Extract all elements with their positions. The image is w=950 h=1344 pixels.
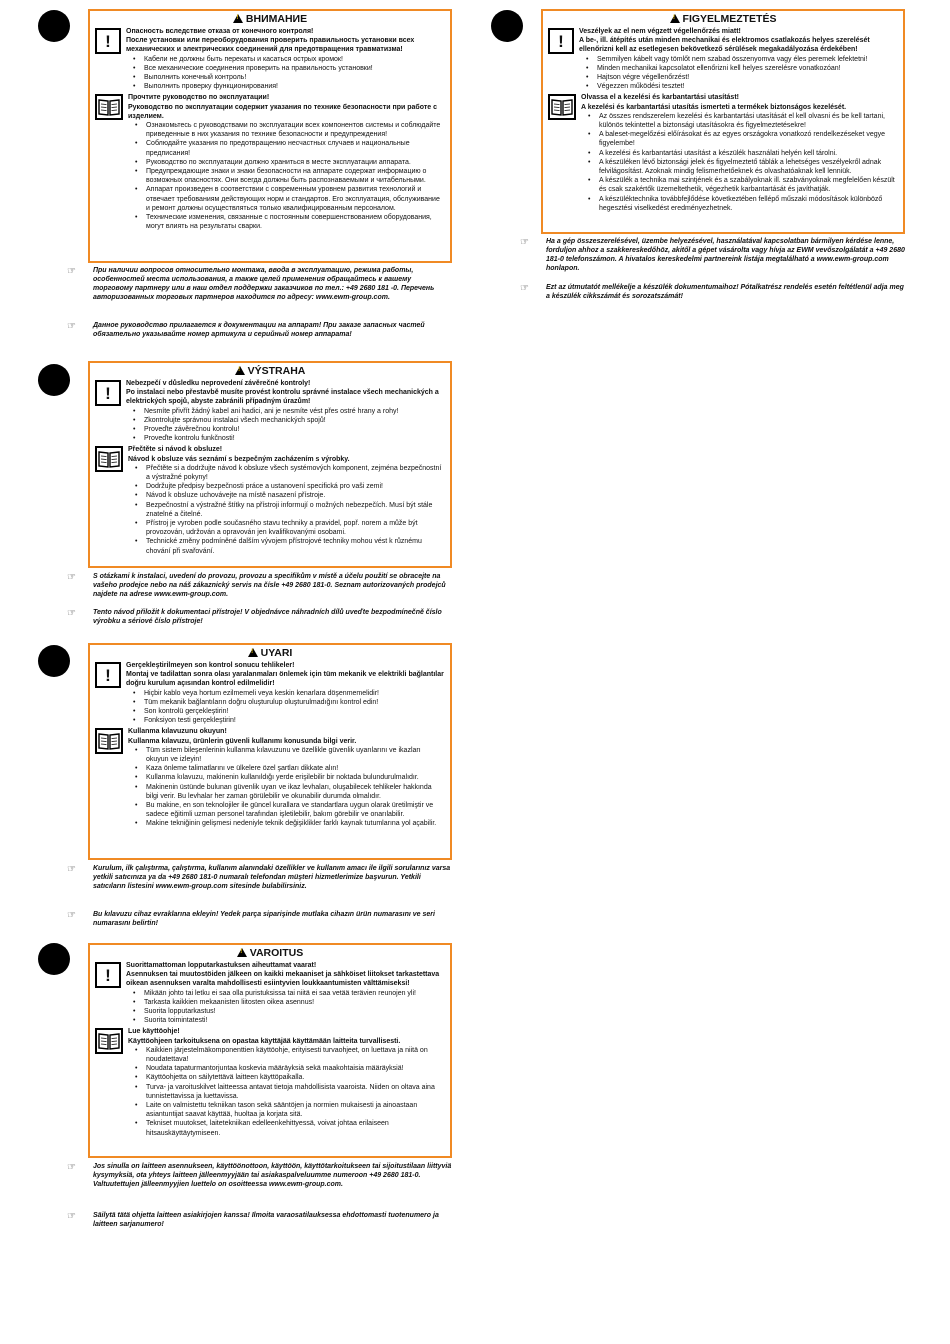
manual-item: • Návod k obsluze uchovávejte na místě nasazení přístroje.	[146, 491, 445, 500]
manual-item: • Tüm sistem bileşenlerinin kullanma kılavuzunu ve özellikle güvenlik uyarılarını ve ikazları okuyun ve izleyin!	[146, 746, 445, 764]
manual-book-icon	[548, 94, 576, 120]
manual-book-icon	[95, 728, 123, 754]
exclamation-icon: !	[95, 380, 121, 406]
pointing-hand-icon: ☞	[67, 910, 76, 921]
hazard-heading: Veszélyek az el nem végzett végellenőrzés miatt!	[579, 28, 741, 35]
pointing-hand-icon: ☞	[67, 572, 76, 583]
manual-item: • Kullanma kılavuzu, makinenin kullanıldığı yerde erişilebilir bir noktada bulundurulmalıdır.	[146, 773, 445, 782]
manual-text: Руководство по эксплуатации содержит указания по технике безопасности при работе с изделием.	[128, 103, 438, 120]
warning-box-tr	[88, 643, 452, 860]
hazard-text: Po instalaci nebo přestavbě musíte provést kontrolu správné instalace všech mechanických a elektrických spojů, abyste zabránili případným úrazům!	[126, 389, 439, 406]
manual-item: • Bu makine, en son teknolojiler ile güncel kurallara ve standartlara uygun olarak üretilmiştir ve sadece eğitimli uzman personel tarafından işletilebilir, bakım görebilir ve onarılabilir.	[146, 801, 445, 819]
hazard-block	[126, 961, 445, 1025]
manual-item: • Технические изменения, связанные с постоянным совершенствованием оборудования, могут влиять на результаты сварки.	[146, 213, 445, 231]
manual-block	[128, 445, 445, 555]
hazard-item: • Кабели не должны быть перекаты и касаться острых кромок!	[144, 55, 445, 64]
manual-text: A kezelési és karbantartási utasítás ismerteti a termékek biztonságos kezelését.	[581, 103, 847, 111]
warning-box-fi	[88, 943, 452, 1158]
manual-item: • A kezelési és karbantartási utasítást a készülék használati helyén kell tárolni.	[599, 149, 898, 158]
manual-item: • Ознакомьтесь с руководствами по эксплуатации всех компонентов системы и соблюдайте приведенные в них указания по технике безопасности и предупреждения!	[146, 121, 445, 139]
hazard-item: • Fonksiyon testi gerçekleştirin!	[144, 716, 445, 725]
pointing-hand-icon: ☞	[520, 237, 529, 248]
section-marker-dot	[491, 10, 523, 42]
manual-block	[128, 727, 445, 828]
manual-item: • Tekniset muutokset, laitetekniikan edelleenkehittyessä, voivat johtaa erilaiseen hitsauskäyttäytymiseen.	[146, 1119, 445, 1137]
manual-item: • A baleset-megelőzési előírásokat és az egyes országokra vonatkozó rendelkezéseket vegye figyelembe!	[599, 130, 898, 148]
manual-book-icon	[95, 1028, 123, 1054]
warning-triangle-icon	[670, 14, 680, 23]
warning-triangle-icon	[235, 366, 245, 375]
hazard-block	[579, 27, 898, 91]
exclamation-icon: !	[95, 962, 121, 988]
hazard-text: Asennuksen tai muutostöiden jälkeen on kaikki mekaaniset ja sähköiset liitokset tarkastettava oikean asennuksen varalta mahdollisesti esiintyvien loukkaantumisten välttämiseksi!	[126, 971, 440, 988]
manual-item: • A készüléken lévő biztonsági jelek és figyelmeztető táblák a lehetséges veszélyekről adnak felvilágosítást. Azoknak mindig felismerhetőeknek és olvashatóaknak kell lenniük.	[599, 158, 898, 176]
hazard-item: • Tarkasta kaikkien mekaanisten liitosten oikea asennus!	[144, 998, 445, 1007]
hazard-item: • Minden mechanikai kapcsolatot ellenőrizni kell helyes szerelésre vonatkozóan!	[597, 64, 898, 73]
box-title: !ВНИМАНИЕ	[95, 13, 445, 26]
hazard-item: • Proveďte závěrečnou kontrolu!	[144, 425, 445, 434]
pointing-hand-icon: ☞	[67, 864, 76, 875]
note-fi-docs: Säilytä tätä ohjetta laitteen asiakirjojen kanssa! Ilmoita varaosatilauksessa ehdottomasti tuotenumero ja laitteen sarjanumero!	[93, 1212, 439, 1228]
pointing-hand-icon: ☞	[67, 1211, 76, 1222]
manual-heading: Přečtěte si návod k obsluze!	[128, 446, 223, 454]
box-title: !FIGYELMEZTETÉS	[548, 13, 898, 26]
warning-box-ru	[88, 9, 452, 263]
hazard-heading: Suorittamattoman lopputarkastuksen aiheuttamat vaarat!	[126, 962, 317, 969]
pointing-hand-icon: ☞	[67, 321, 76, 332]
hazard-block	[126, 379, 445, 443]
exclamation-icon: !	[548, 28, 574, 54]
hazard-item: • Végezzen működési tesztet!	[597, 82, 898, 91]
manual-item: • Аппарат произведен в соответствии с современным уровнем развития технологий и отвечает требованиям действующих норм и стандартов. Его эксплуатация, обслуживание и ремонт должны осуществляться только квалифицированным персоналом.	[146, 185, 445, 213]
warning-triangle-icon	[248, 648, 258, 657]
manual-item: • Technické změny podmíněné dalším vývojem přístrojové techniky mohou vést k různému chování při svařování.	[146, 537, 445, 555]
hazard-item: • Tüm mekanik bağlantıların doğru oluşturulup oluşturulmadığını kontrol edin!	[144, 698, 445, 707]
manual-text: Kullanma kılavuzu, ürünlerin güvenli kullanımı konusunda bilgi verir.	[128, 737, 357, 745]
note-tr-contact: Kurulum, ilk çalıştırma, çalıştırma, kullanım alanındaki özellikler ve kullanım amacı ile ilgili sorularınız varsa yetkili satıcınıza ya da +49 2680 181-0 numaralı telefondan müşteri hizmetlerimize başvurun. Yetkili satıcıların listesini www.ewm-group.com sitesinde bulabilirsiniz.	[93, 865, 451, 890]
hazard-item: • Выполнить конечный контроль!	[144, 73, 445, 82]
warning-triangle-icon	[233, 14, 243, 23]
manual-heading: Olvassa el a kezelési és karbantartási utasítást!	[581, 94, 739, 102]
manual-block	[581, 93, 898, 213]
note-ru-docs: Данное руководство прилагается к документации на аппарат! При заказе запасных частей обязательно указывайте номер артикула и серийный номер аппарата!	[93, 322, 425, 338]
pointing-hand-icon: ☞	[520, 283, 529, 294]
manual-item: • Přístroj je vyroben podle současného stavu techniky a pravidel, popř. norem a může být provozován, udržován a opravován jen kvalifikovanými osobami.	[146, 519, 445, 537]
exclamation-icon: !	[95, 28, 121, 54]
warning-triangle-icon	[237, 948, 247, 957]
hazard-item: • Mikään johto tai letku ei saa olla puristuksissa tai niitä ei saa vetää terävien reunojen yli!	[144, 989, 445, 998]
hazard-block	[126, 27, 445, 91]
hazard-item: • Все механические соединения проверить на правильность установки!	[144, 64, 445, 73]
hazard-item: • Semmilyen kábelt vagy tömlőt nem szabad összenyomva vagy éles peremek lefektetni!	[597, 55, 898, 64]
manual-book-icon	[95, 446, 123, 472]
hazard-item: • Zkontrolujte správnou instalaci všech mechanických spojů!	[144, 416, 445, 425]
manual-item: • Предупреждающие знаки и знаки безопасности на аппарате содержат информацию о возможных опасностях. Они всегда должны быть распознаваемыми и читабельными.	[146, 167, 445, 185]
note-ru-contact: При наличии вопросов относительно монтажа, ввода в эксплуатацию, режима работы, особенностей места использования, а также целей применения обращайтесь к вашему торговому партнеру или в наш отдел поддержки заказчиков по тел.: +49 2680 181 -0. Перечень авторизованных торговых партнеров находится по адресу: www.ewm-group.com.	[93, 267, 435, 301]
manual-item: • Kaza önleme talimatlarını ve ülkelere özel şartları dikkate alın!	[146, 764, 445, 773]
manual-heading: Прочтите руководство по эксплуатации!	[128, 94, 270, 102]
hazard-item: • Son kontrolü gerçekleştirin!	[144, 707, 445, 716]
manual-item: • Dodržujte předpisy bezpečnosti práce a ustanovení specifická pro vaši zemi!	[146, 482, 445, 491]
hazard-block	[126, 661, 445, 725]
box-title: !VAROITUS	[95, 947, 445, 960]
manual-book-icon	[95, 94, 123, 120]
manual-item: • Käyttöohjetta on säilytettävä laitteen käyttöpaikalla.	[146, 1073, 445, 1082]
manual-item: • Bezpečnostní a výstražné štítky na přístroji informují o možných nebezpečích. Musí být stále znatelné a čitelné.	[146, 501, 445, 519]
hazard-text: A be-, ill. átépítés után minden mechanikai és elektromos csatlakozás helyes szerelését ellenőrizni kell az esetlegesen bekövetkező sérülések megakadályozása érdekében!	[579, 37, 870, 54]
warning-box-cs	[88, 361, 452, 568]
section-marker-dot	[38, 10, 70, 42]
manual-item: • A készüléktechnika továbbfejlődése következtében fellépő műszaki módosítások különböző hegesztési viselkedést eredményezhetnek.	[599, 195, 898, 213]
manual-item: • Kaikkien järjestelmäkomponenttien käyttöohje, erityisesti turvaohjeet, on luettava ja niitä on noudatettava!	[146, 1046, 445, 1064]
manual-item: • Руководство по эксплуатации должно храниться в месте эксплуатации аппарата.	[146, 158, 445, 167]
note-hu-contact: Ha a gép összeszerelésével, üzembe helyezésével, használatával kapcsolatban bármilyen kérdése lenne, forduljon ahhoz a szakkereskedőhöz, akitől a gépet vásárolta vagy hívja az EWM vevőszolgálatát a +49 2680 181-0 telefonszámon. A hivatalos kereskedelmi partnereink listája megtalálható a www.ewm-group.com honlapon.	[546, 238, 905, 272]
hazard-item: • Hajtson végre végellenőrzést!	[597, 73, 898, 82]
hazard-heading: Nebezpečí v důsledku neprovedení závěrečné kontroly!	[126, 380, 311, 387]
section-marker-dot	[38, 645, 70, 677]
hazard-item: • Nesmíte přivřít žádný kabel ani hadici, ani je nesmíte vést přes ostré hrany a rohy!	[144, 407, 445, 416]
pointing-hand-icon: ☞	[67, 608, 76, 619]
pointing-hand-icon: ☞	[67, 266, 76, 277]
box-title: !UYARI	[95, 647, 445, 660]
hazard-item: • Suorita toimintatesti!	[144, 1016, 445, 1025]
hazard-text: Montaj ve tadilattan sonra olası yaralanmaları önlemek için tüm mekanik ve elektrikli bağlantılar doğru kurulum açısından kontrol edilmelidir!	[126, 671, 444, 688]
hazard-heading: Gerçekleştirilmeyen son kontrol sonucu tehlikeler!	[126, 662, 295, 669]
hazard-item: • Proveďte kontrolu funkčnosti!	[144, 434, 445, 443]
manual-heading: Lue käyttöohje!	[128, 1028, 180, 1036]
note-cs-contact: S otázkami k instalaci, uvedení do provozu, provozu a specifikům v místě a účelu použití se obracejte na vašeho prodejce nebo na náš zákaznický servis na čísle +49 2680 181-0. Seznam autorizovaných prodejců najdete na adrese www.ewm-group.com.	[93, 573, 446, 598]
manual-block	[128, 93, 445, 231]
hazard-heading: Опасность вследствие отказа от конечного контроля!	[126, 28, 314, 35]
manual-item: • Makine tekniğinin gelişmesi nedeniyle teknik değişiklikler farklı kaynak tutumlarına yol açabilir.	[146, 819, 445, 828]
pointing-hand-icon: ☞	[67, 1162, 76, 1173]
manual-item: • Turva- ja varoituskilvet laitteessa antavat tietoja mahdollisista vaaroista. Niiden on oltava aina tunnistettavissa ja luettavissa.	[146, 1083, 445, 1101]
hazard-item: • Выполнить проверку функционирования!	[144, 82, 445, 91]
manual-item: • Přečtěte si a dodržujte návod k obsluze všech systémových komponent, zejména bezpečnostní a výstražné pokyny!	[146, 464, 445, 482]
note-cs-docs: Tento návod přiložit k dokumentaci přístroje! V objednávce náhradních dílů uveďte bezpodmínečně číslo výrobku a sériové číslo přístroje!	[93, 609, 442, 625]
manual-text: Návod k obsluze vás seznámí s bezpečným zacházením s výrobky.	[128, 455, 350, 463]
manual-heading: Kullanma kılavuzunu okuyun!	[128, 728, 227, 736]
exclamation-icon: !	[95, 662, 121, 688]
warning-box-hu	[541, 9, 905, 234]
note-fi-contact: Jos sinulla on laitteen asennukseen, käyttöönottoon, käyttöön, käyttötarkoitukseen tai sijoitustilaan liittyviä kysymyksiä, ota yhteys laitteen jälleenmyyjään tai asiakaspalveluumme numeroon +49 2680 181-0. Valtuutettujen jälleenmyyjien luettelo on osoitteessa www.ewm-group.com.	[93, 1163, 452, 1188]
manual-item: • Соблюдайте указания по предотвращению несчастных случаев и национальные предписания!	[146, 139, 445, 157]
manual-item: • Az összes rendszerelem kezelési és karbantartási utasítását el kell olvasni és be kell tartani, különös tekintettel a biztonsági utasításokra és figyelmeztetésekre!	[599, 112, 898, 130]
manual-item: • Noudata tapaturmantorjuntaa koskevia määräyksiä sekä maakohtaisia määräyksiä!	[146, 1064, 445, 1073]
manual-text: Käyttöohjeen tarkoituksena on opastaa käyttäjää käyttämään laitteita turvallisesti.	[128, 1037, 401, 1045]
section-marker-dot	[38, 943, 70, 975]
hazard-text: После установки или переоборудования проверить правильность установки всех механических и электрических соединений для предотвращения травматизма!	[126, 37, 415, 54]
section-marker-dot	[38, 364, 70, 396]
note-hu-docs: Ezt az útmutatót mellékelje a készülék dokumentumaihoz! Pótalkatrész rendelés esetén feltétlenül adja meg a készülék cikkszámát és sorozatszámát!	[546, 284, 904, 300]
note-tr-docs: Bu kılavuzu cihaz evraklarına ekleyin! Yedek parça siparişinde mutlaka cihazın ürün numarasını ve seri numarasını belirtin!	[93, 911, 435, 927]
box-title: !VÝSTRAHA	[95, 365, 445, 378]
manual-item: • A készülék a technika mai szintjének és a szabályoknak ill. szabványoknak megfelelően készült és csak szakértők üzemeltethetik, végezhetik karbantartását és javíthatják.	[599, 176, 898, 194]
manual-item: • Makinenin üstünde bulunan güvenlik uyarı ve ikaz levhaları, oluşabilecek tehlikeler hakkında bilgi verir. Bu levhalar her zaman görülebilir ve okunabilir durumda olmalıdır.	[146, 783, 445, 801]
hazard-item: • Hiçbir kablo veya hortum ezilmemeli veya keskin kenarlara döşenmemelidir!	[144, 689, 445, 698]
manual-block	[128, 1027, 445, 1137]
hazard-item: • Suorita lopputarkastus!	[144, 1007, 445, 1016]
manual-item: • Laite on valmistettu tekniikan tason sekä sääntöjen ja normien mukaisesti ja ainoastaan asiantuntijat saavat käyttää, huoltaa ja korjata sitä.	[146, 1101, 445, 1119]
